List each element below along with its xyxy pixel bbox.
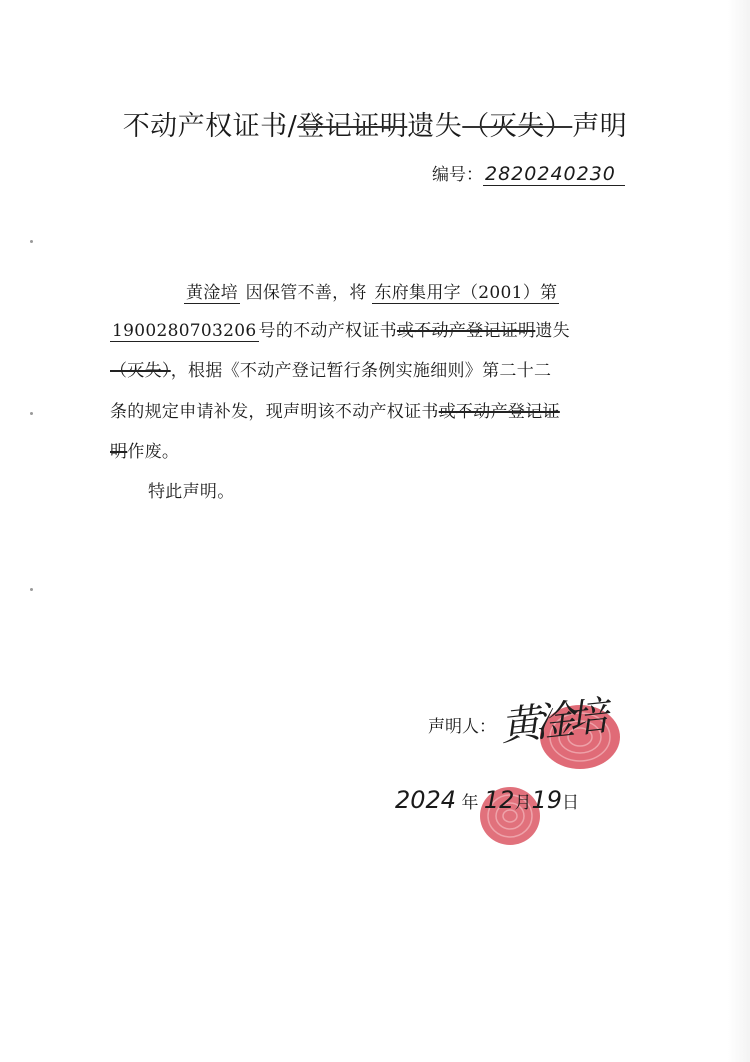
number-value: 2820240230 bbox=[483, 163, 625, 186]
scan-speck bbox=[30, 412, 33, 415]
document-number bbox=[432, 160, 625, 186]
body-text: 号的不动产权证书 bbox=[258, 321, 397, 341]
body-text: 作废。 bbox=[127, 442, 180, 462]
declarant-label: 声明人： bbox=[428, 717, 496, 737]
title-struck-text: （灭失） bbox=[462, 111, 573, 142]
body-text: ，根据《不动产登记暂行条例实施细则》第二十二 bbox=[170, 361, 552, 381]
body-text: 条的规定申请补发，现声明该不动产权证书 bbox=[110, 402, 439, 422]
declaration-date bbox=[395, 786, 579, 814]
closing-text: 特此声明。 bbox=[148, 482, 235, 502]
body-line-4 bbox=[110, 397, 560, 422]
body-line-1 bbox=[184, 278, 559, 303]
body-struck-text: 或不动产登记证 bbox=[438, 402, 560, 422]
document-title bbox=[0, 104, 750, 143]
number-label: 编号： bbox=[432, 165, 483, 185]
date-month-unit: 月 bbox=[514, 793, 532, 813]
title-text: 不动产权证书/ bbox=[122, 111, 298, 142]
body-line-3 bbox=[110, 356, 551, 381]
handwritten-signature: 黄淦培 bbox=[498, 693, 605, 751]
certificate-prefix: 东府集用字（2001）第 bbox=[374, 283, 558, 303]
body-struck-text: 明 bbox=[110, 442, 128, 462]
body-struck-text: （灭失） bbox=[110, 361, 171, 381]
body-text: 遗失 bbox=[535, 321, 570, 341]
title-struck-text: 登记证明 bbox=[297, 111, 408, 142]
date-year-unit: 年 bbox=[461, 793, 479, 813]
body-line-5 bbox=[110, 437, 179, 462]
scan-edge-shadow bbox=[728, 0, 750, 1062]
scan-speck bbox=[30, 240, 33, 243]
body-text: 因保管不善，将 bbox=[245, 283, 367, 303]
closing-line bbox=[148, 477, 235, 502]
date-year: 2024 bbox=[395, 786, 457, 814]
certificate-number: 1900280703206 bbox=[112, 321, 257, 341]
title-text: 遗失 bbox=[407, 111, 463, 142]
title-text: 声明 bbox=[572, 111, 628, 142]
date-month: 12 bbox=[483, 786, 515, 814]
scan-speck bbox=[30, 588, 33, 591]
body-line-2 bbox=[110, 316, 570, 341]
date-day-unit: 日 bbox=[561, 793, 579, 813]
body-struck-text: 或不动产登记证明 bbox=[396, 321, 536, 341]
date-day: 19 bbox=[531, 786, 562, 814]
owner-name: 黄淦培 bbox=[186, 283, 238, 303]
